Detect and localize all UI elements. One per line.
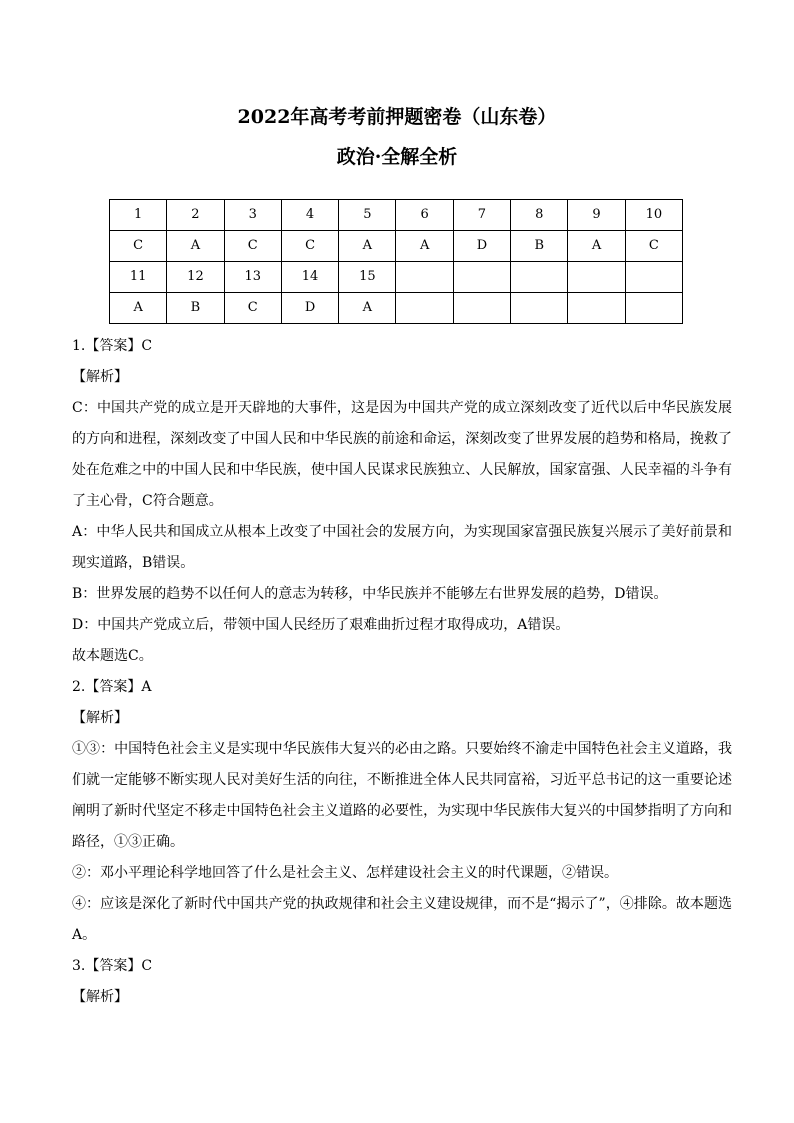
question-1-conclusion: 故本题选C。 — [72, 648, 153, 664]
table-cell: 14 — [281, 262, 338, 293]
table-cell — [625, 293, 682, 324]
question-2-analysis-label: 【解析】 — [72, 710, 128, 726]
table-cell: C — [281, 231, 338, 262]
answer-table-answer-row — [110, 293, 683, 324]
table-cell: A — [167, 231, 224, 262]
question-1-paragraph: B：世界发展的趋势不以任何人的意志为转移，中华民族并不能够左右世界发展的趋势，D错误。 — [72, 586, 668, 602]
table-cell: A — [568, 231, 625, 262]
answer-table-number-row — [110, 200, 683, 231]
table-cell: 2 — [167, 200, 224, 231]
page-title: 2022年高考考前押题密卷（山东卷） — [237, 106, 557, 128]
question-1-paragraph: D：中国共产党成立后，带领中国人民经历了艰难曲折过程才取得成功，A错误。 — [72, 617, 570, 633]
question-1-answer: 1.【答案】C — [72, 338, 153, 354]
table-cell: 15 — [339, 262, 396, 293]
table-cell: 13 — [224, 262, 281, 293]
question-2-answer: 2.【答案】A — [72, 679, 152, 695]
table-cell: C — [110, 231, 167, 262]
table-cell: A — [110, 293, 167, 324]
table-cell — [511, 262, 568, 293]
table-cell — [511, 293, 568, 324]
question-2-paragraph: ④：应该是深化了新时代中国共产党的执政规律和社会主义建设规律，而不是“揭示了”，④排除。故本题选A。 — [72, 896, 732, 943]
table-cell: D — [281, 293, 338, 324]
analysis-content — [72, 331, 732, 1013]
table-cell — [453, 262, 510, 293]
table-cell — [396, 293, 453, 324]
table-cell — [568, 262, 625, 293]
question-1-paragraph: A：中华人民共和国成立从根本上改变了中国社会的发展方向，为实现国家富强民族复兴展示了美好前景和现实道路，B错误。 — [72, 524, 732, 571]
table-cell: A — [396, 231, 453, 262]
table-cell: C — [625, 231, 682, 262]
table-cell: B — [167, 293, 224, 324]
answer-table-number-row — [110, 262, 683, 293]
question-2-paragraph: ①③：中国特色社会主义是实现中华民族伟大复兴的必由之路。只要始终不渝走中国特色社会主义道路，我们就一定能够不断实现人民对美好生活的向往，不断推进全体人民共同富裕，习近平总书记的这一重要论述阐明了新时代坚定不移走中国特色社会主义道路的必要性，为实现中华民族伟大复兴的中国梦指明了方向和路径，①③正确。 — [72, 741, 732, 850]
table-cell: 9 — [568, 200, 625, 231]
question-3-analysis-label: 【解析】 — [72, 989, 128, 1005]
table-cell: A — [339, 231, 396, 262]
table-cell: 7 — [453, 200, 510, 231]
question-3-answer: 3.【答案】C — [72, 958, 153, 974]
table-cell: C — [224, 231, 281, 262]
table-cell: 5 — [339, 200, 396, 231]
question-1-analysis-label: 【解析】 — [72, 369, 128, 385]
question-1-paragraph: C：中国共产党的成立是开天辟地的大事件，这是因为中国共产党的成立深刻改变了近代以后中华民族发展的方向和进程，深刻改变了中国人民和中华民族的前途和命运，深刻改变了世界发展的趋势和格局，挽救了处在危难之中的中国人民和中华民族，使中国人民谋求民族独立、人民解放，国家富强、人民幸福的斗争有了主心骨，C符合题意。 — [72, 400, 732, 509]
table-cell — [625, 262, 682, 293]
table-cell: 12 — [167, 262, 224, 293]
table-cell: D — [453, 231, 510, 262]
table-cell: 3 — [224, 200, 281, 231]
table-cell: A — [339, 293, 396, 324]
table-cell: 4 — [281, 200, 338, 231]
table-cell: 8 — [511, 200, 568, 231]
table-cell: 1 — [110, 200, 167, 231]
table-cell: 10 — [625, 200, 682, 231]
answer-table — [109, 199, 683, 324]
table-cell: 11 — [110, 262, 167, 293]
answer-table-answer-row — [110, 231, 683, 262]
table-cell — [453, 293, 510, 324]
table-cell: B — [511, 231, 568, 262]
table-cell: 6 — [396, 200, 453, 231]
page-subtitle: 政治·全解全析 — [336, 146, 458, 168]
table-cell — [396, 262, 453, 293]
question-2-paragraph: ②：邓小平理论科学地回答了什么是社会主义、怎样建设社会主义的时代课题，②错误。 — [72, 865, 618, 881]
table-cell — [568, 293, 625, 324]
table-cell: C — [224, 293, 281, 324]
